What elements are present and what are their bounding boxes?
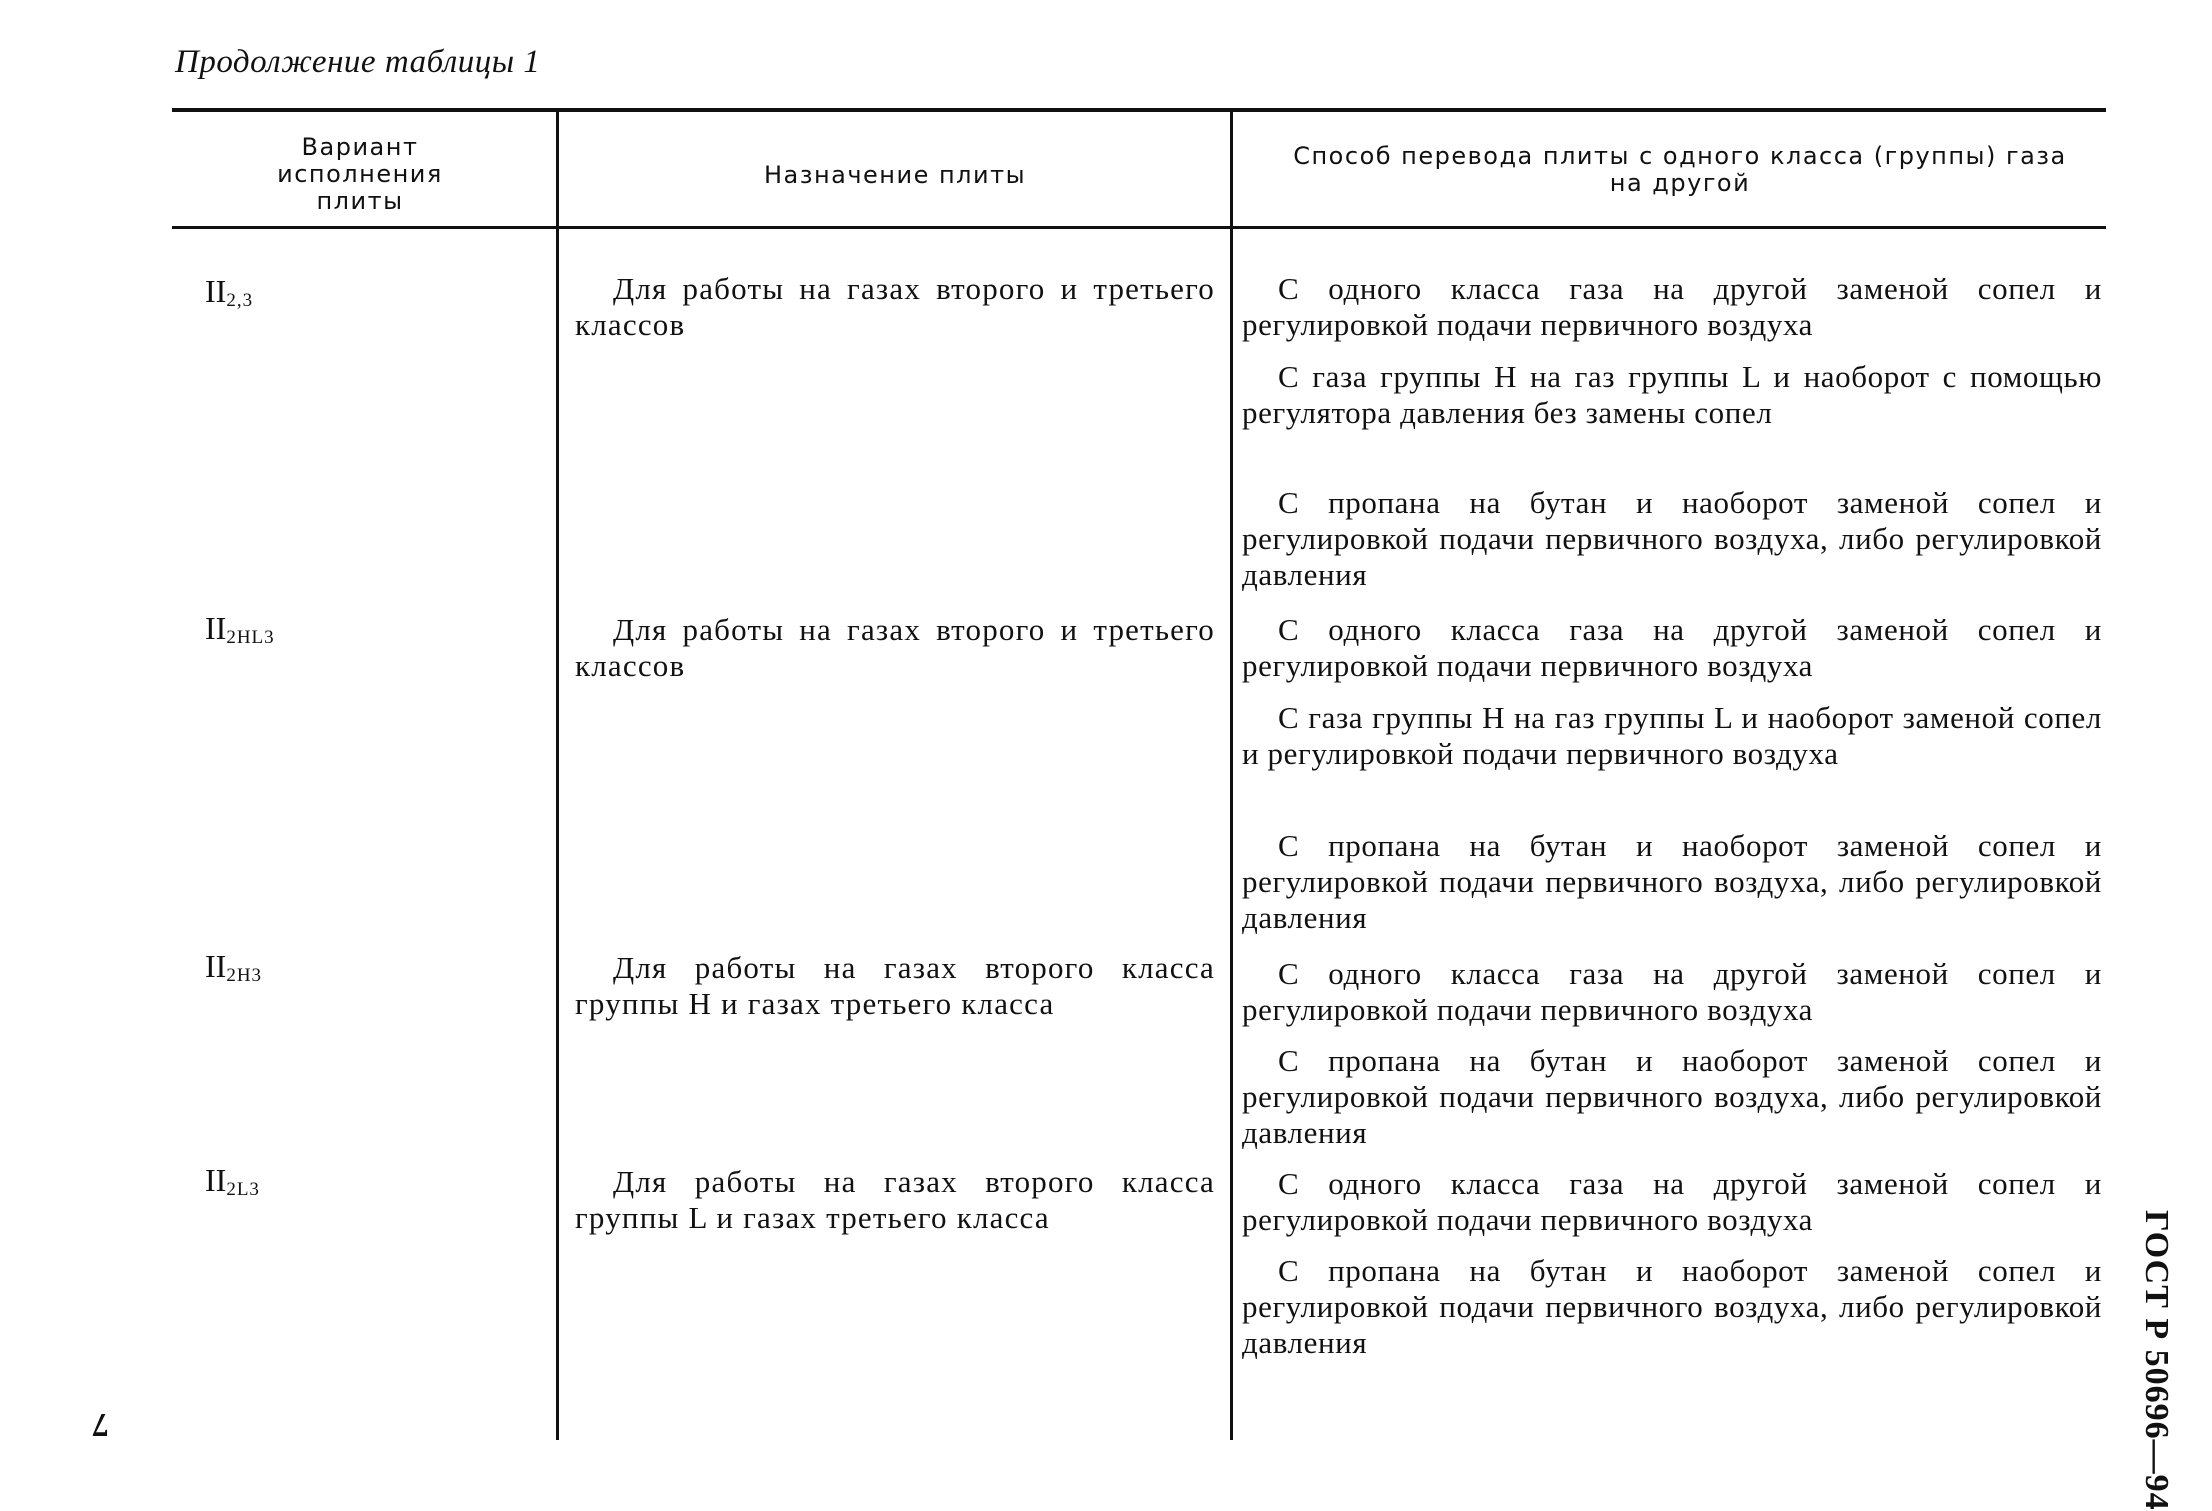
top-rule — [172, 108, 2106, 112]
standard-id: ГОСТ Р 50696—94 — [2138, 1210, 2175, 1511]
method-paragraph: С одного класса газа на другой заменой сопел и регулировкой подачи первичного воздуха — [1242, 612, 2102, 683]
method-paragraph: С одного класса газа на другой заменой сопел и регулировкой подачи первичного воздуха — [1242, 956, 2102, 1027]
method-paragraph: С одного класса газа на другой заменой сопел и регулировкой подачи первичного воздуха — [1242, 1166, 2102, 1237]
purpose-cell: Для работы на газах второго и третьего классов — [575, 612, 1215, 683]
purpose-cell: Для работы на газах второго класса группы L и газах третьего класса — [575, 1164, 1215, 1235]
method-paragraph: С пропана на бутан и наоборот заменой сопел и регулировкой подачи первичного воздуха, либо регулировкой давления — [1242, 1253, 2102, 1360]
method-paragraph: С газа группы H на газ группы L и наоборот заменой сопел и регулировкой подачи первичного воздуха — [1242, 700, 2102, 771]
variant-cell: $II_{2,3}$ — [205, 273, 254, 311]
header-method: Способ перевода плиты с одного класса (группы) газа на другой — [1293, 142, 2067, 197]
method-paragraph: С пропана на бутан и наоборот заменой сопел и регулировкой подачи первичного воздуха, либо регулировкой давления — [1242, 1043, 2102, 1150]
method-paragraph: С газа группы H на газ группы L и наоборот с помощью регулятора давления без замены сопел — [1242, 359, 2102, 430]
column-divider-right — [1230, 112, 1233, 1440]
method-paragraph: С пропана на бутан и наоборот заменой сопел и регулировкой подачи первичного воздуха, либо регулировкой давления — [1242, 828, 2102, 935]
column-divider-left — [556, 112, 559, 1440]
header-bottom-rule — [172, 226, 2106, 229]
page-number: 7 — [92, 1406, 109, 1443]
variant-cell: $II_{2HL3}$ — [205, 610, 275, 648]
purpose-cell: Для работы на газах второго класса группы H и газах третьего класса — [575, 950, 1215, 1021]
header-variant: Вариант исполнения плиты — [277, 133, 443, 215]
method-paragraph: С пропана на бутан и наоборот заменой сопел и регулировкой подачи первичного воздуха, либо регулировкой давления — [1242, 485, 2102, 592]
method-paragraph: С одного класса газа на другой заменой сопел и регулировкой подачи первичного воздуха — [1242, 271, 2102, 342]
variant-cell: $II_{2L3}$ — [205, 1162, 260, 1200]
purpose-cell: Для работы на газах второго и третьего классов — [575, 271, 1215, 342]
variant-cell: $II_{2H3}$ — [205, 948, 263, 986]
table-caption: Продолжение таблицы 1 — [175, 44, 541, 80]
header-purpose: Назначение плиты — [763, 161, 1027, 189]
